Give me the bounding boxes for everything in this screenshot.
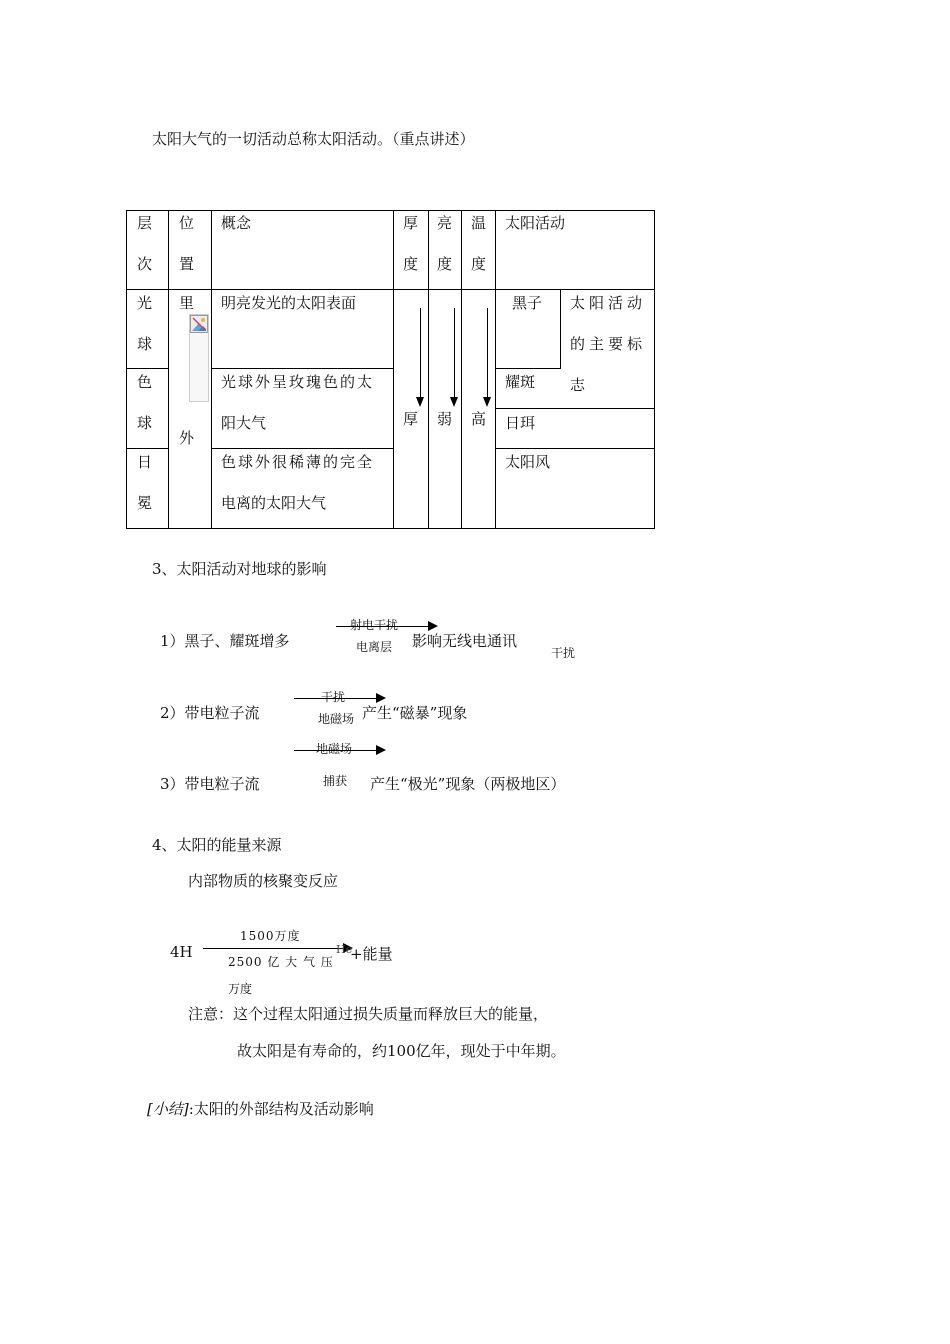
trend-thickness: 厚: [403, 410, 419, 428]
effect-3-below: 捕获: [323, 774, 348, 788]
effect-2-below: 地磁场: [318, 712, 355, 726]
note-line-2: 故太阳是有寿命的，约100亿年，现处于中年期。: [237, 1042, 566, 1060]
reaction-right: +能量: [350, 945, 393, 963]
summary-text: :太阳的外部结构及活动影响: [188, 1100, 374, 1118]
effect-1-result: 影响无线电通讯: [412, 632, 518, 650]
summary-label: [小结]: [147, 1100, 189, 1118]
section3-title: 3、太阳活动对地球的影响: [152, 560, 327, 578]
reaction-left: 4H: [170, 943, 193, 961]
broken-image-icon: [189, 314, 209, 402]
header-layer-2: 次: [137, 255, 153, 273]
header-temperature-2: 度: [471, 255, 487, 273]
header-brightness-2: 度: [437, 255, 453, 273]
position-inner: 里: [179, 294, 195, 312]
concept-photosphere: 明亮发光的太阳表面: [221, 294, 357, 312]
layer-corona-2: 冕: [137, 494, 153, 512]
activity-main-marker-2: 的主要标: [570, 335, 647, 353]
layer-corona-1: 日: [137, 453, 153, 471]
summary: [147, 1098, 374, 1119]
layer-photosphere-2: 球: [137, 335, 153, 353]
activity-main-marker-3: 志: [570, 376, 586, 394]
intro-text: 太阳大气的一切活动总称太阳活动。（重点讲述）: [152, 130, 475, 148]
reaction-above: 1500万度: [240, 929, 301, 943]
activity-solar-wind: 太阳风: [505, 453, 551, 471]
concept-corona-1: 色球外很稀薄的完全: [221, 453, 375, 471]
header-position-2: 置: [179, 255, 195, 273]
activity-flare: 耀斑: [505, 373, 536, 391]
concept-corona-2: 电离的太阳大气: [221, 494, 327, 512]
activity-sunspot: 黑子: [512, 294, 543, 312]
effect-1-above: 射电干扰: [350, 618, 399, 632]
trend-temperature: 高: [471, 410, 487, 428]
note-line-1: 注意：这个过程太阳通过损失质量而释放巨大的能量，: [188, 1005, 549, 1023]
effect-2-result: 产生“磁暴”现象: [362, 704, 468, 722]
reaction-below-2: 万度: [228, 982, 253, 996]
header-concept: 概念: [221, 214, 252, 232]
effect-3-cause: 3）带电粒子流: [160, 775, 260, 793]
header-brightness-1: 亮: [437, 214, 453, 232]
activity-prominence: 日珥: [505, 414, 536, 432]
effect-2-above: 干扰: [321, 690, 346, 704]
layer-chromosphere-1: 色: [137, 373, 153, 391]
section4-title: 4、太阳的能量来源: [152, 836, 282, 854]
header-temperature-1: 温: [471, 214, 487, 232]
effect-2-cause: 2）带电粒子流: [160, 704, 260, 722]
effect-1-extra: 干扰: [551, 646, 576, 660]
layer-chromosphere-2: 球: [137, 414, 153, 432]
section4-subtitle: 内部物质的核聚变反应: [188, 872, 339, 890]
reaction-below: 2500 亿 大 气 压: [228, 955, 334, 969]
concept-chromosphere-1: 光球外呈玫瑰色的太: [221, 373, 375, 391]
effect-1-below: 电离层: [356, 640, 393, 654]
position-outer: 外: [179, 429, 195, 447]
effect-3-above: 地磁场: [316, 742, 353, 756]
effect-3-result: 产生“极光”现象（两极地区）: [370, 775, 566, 793]
trend-brightness: 弱: [437, 410, 453, 428]
activity-main-marker-1: 太阳活动: [570, 294, 647, 312]
layer-photosphere-1: 光: [137, 294, 153, 312]
header-thickness-1: 厚: [403, 214, 419, 232]
effect-1-cause: 1）黑子、耀斑增多: [160, 632, 290, 650]
header-position-1: 位: [179, 214, 195, 232]
header-layer-1: 层: [137, 214, 153, 232]
concept-chromosphere-2: 阳大气: [221, 414, 267, 432]
header-thickness-2: 度: [403, 255, 419, 273]
header-activity: 太阳活动: [505, 214, 566, 232]
reaction-right-prefix: He: [336, 943, 353, 956]
